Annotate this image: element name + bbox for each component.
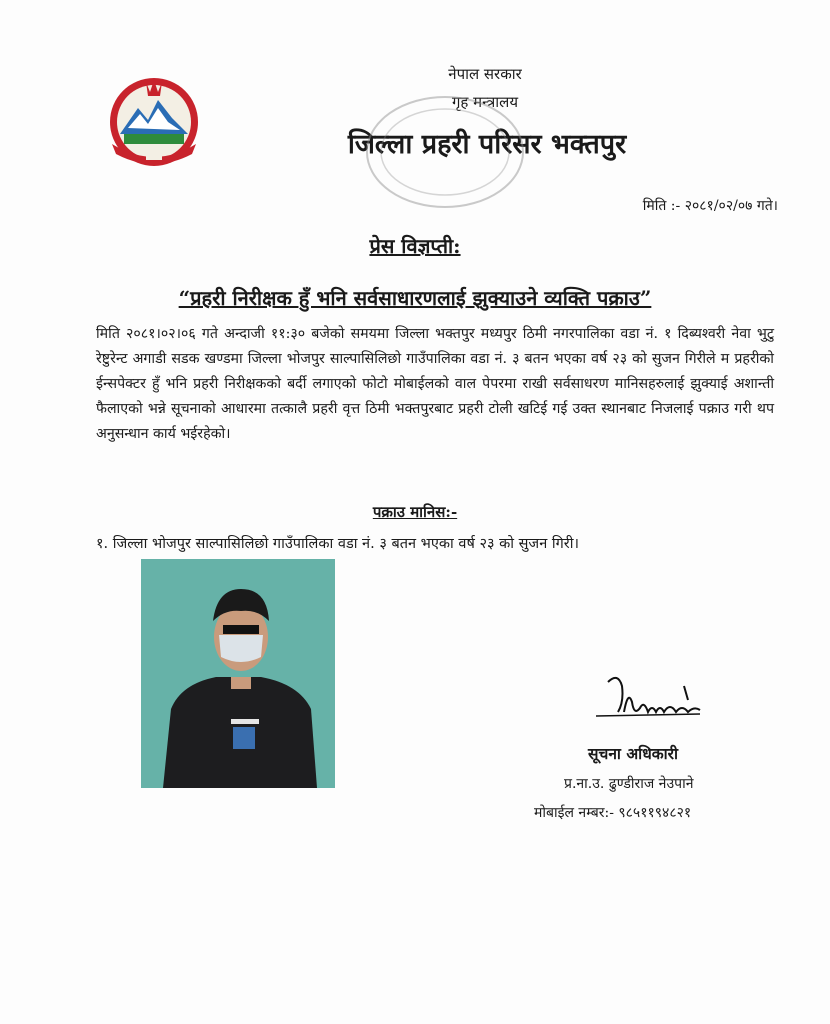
arrested-item: १. जिल्ला भोजपुर साल्पासिलिछो गाउँपालिका वडा नं. ३ बतन भएका वर्ष २३ को सुजन गिरी। bbox=[96, 536, 579, 552]
officer-mobile: मोबाईल नम्बर:- ९८५११९४८२१ bbox=[534, 805, 692, 821]
release-date: मिति :- २०८१/०२/०७ गते। bbox=[642, 198, 778, 214]
office-stamp-icon bbox=[360, 92, 530, 222]
arrested-person-photo bbox=[141, 559, 335, 788]
press-release-title: प्रेस विज्ञप्ती: bbox=[369, 234, 461, 258]
headline: “प्रहरी निरीक्षक हुँ भनि सर्वसाधारणलाई झुक्याउने व्यक्ति पक्राउ” bbox=[178, 286, 652, 310]
release-body: मिति २०८१।०२।०६ गते अन्दाजी ११:३० बजेको समयमा जिल्ला भक्तपुर मध्यपुर ठिमी नगरपालिका वडा नं. १ दिब्यश्वरी नेवा भुटु रेष्टुरेन्ट अगाडी सडक खण्डमा जिल्ला भोजपुर साल्पासिलिछो गाउँपालिका वडा नं. ३ बतन भएका वर्ष २३ को सुजन गिरीले म प्रहरीको ईन्सपेक्टर हुँ भनि प्रहरी निरीक्षकको बर्दी लगाएको फोटो मोबाईलको वाल पेपरमा राखी सर्वसाधरण मानिसहरुलाई झुक्याई अशान्ती फैलाएको भन्ने सूचनाको आधारमा तत्कालै प्रहरी वृत्त ठिमी भक्तपुरबाट प्रहरी टोली खटिई गई उक्त स्थानबाट निजलाई पक्राउ गरी थप अनुसन्धान कार्य भईरहेको। bbox=[96, 326, 774, 442]
ministry-name: गृह मन्त्रालय bbox=[451, 93, 519, 111]
arrested-title: पक्राउ मानिस:- bbox=[372, 503, 458, 521]
officer-name: प्र.ना.उ. ढुण्डीराज नेउपाने bbox=[564, 776, 694, 792]
signature-icon bbox=[588, 672, 708, 736]
officer-title: सूचना अधिकारी bbox=[588, 744, 678, 763]
government-name: नेपाल सरकार bbox=[448, 65, 522, 83]
office-title: जिल्ला प्रहरी परिसर भक्तपुर bbox=[347, 129, 627, 160]
